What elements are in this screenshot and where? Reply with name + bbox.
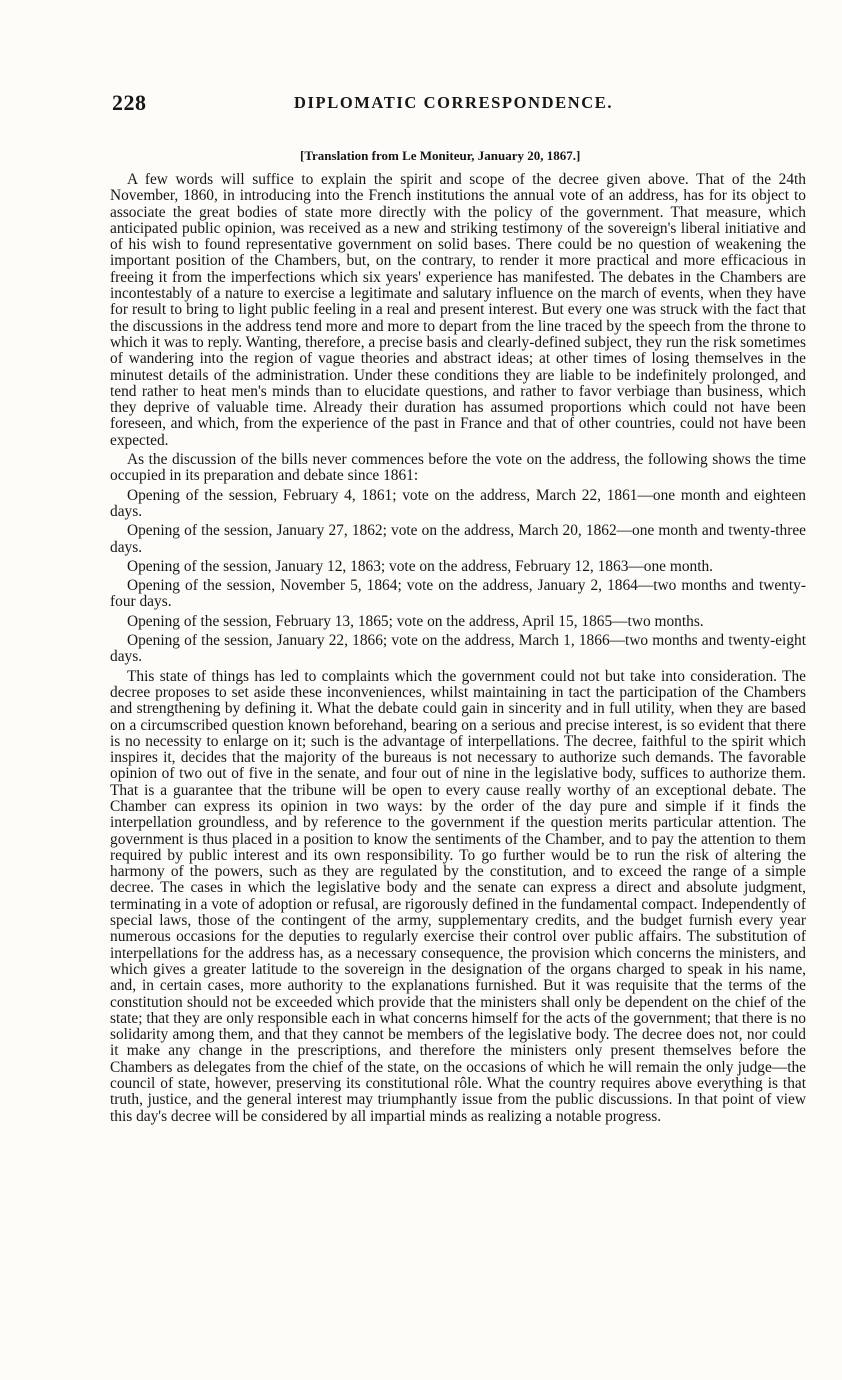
session-entry: Opening of the session, January 22, 1866; vote on the address, March 1, 1866—two months and twenty-eight days. [110,632,806,666]
session-entry: Opening of the session, February 4, 1861; vote on the address, March 22, 1861—one month and eighteen days. [110,486,806,520]
article-body [110,172,806,1125]
paragraph-decree: This state of things has led to complaints which the government could not but take into consideration. The decree proposes to set aside these inconveniences, whilst maintaining in tact the participation of the Chambers and strengthening by defining it. What the debate could gain in sincerity and in full utility, when they are based on a circumscribed question known beforehand, bearing on a serious and precise interest, is so evident that there is no necessity to enlarge on it; such is the advantage of interpellations. The decree, faithful to the spirit which inspires it, decides that the majority of the bureaus is not necessary to authorize such demands. The favorable opinion of two out of five in the senate, and four out of nine in the legislative body, suffices to authorize them. That is a guarantee that the tribune will be open to every cause really worthy of an exceptional debate. The Chamber can express its opinion in two ways: by the order of the day pure and simple if it finds the interpellation groundless, and by reference to the government if the question merits particular attention. The government is thus placed in a position to know the sentiments of the Chamber, and to pay the attention to them required by public interest and its own responsibility. To go further would be to run the risk of altering the harmony of the powers, such as they are regulated by the constitution, and to exceed the range of a simple decree. The cases in which the legislative body and the senate can express a direct and absolute judgment, terminating in a vote of adoption or refusal, are rigorously defined in the fundamental compact. Independently of special laws, those of the contingent of the army, supplementary credits, and the budget furnish every year numerous occasions for the deputies to regularly exercise their control over public affairs. The substitution of interpellations for the address has, as a necessary consequence, the provision which concerns the ministers, and which gives a greater latitude to the sovereign in the designation of the organs charged to speak in his name, and, in certain cases, more authority to the explanations furnished. But it was requisite that the terms of the constitution should not be exceeded which provide that the ministers shall only be dependent on the chief of the state; that they are only responsible each in what concerns himself for the acts of the government; that there is no solidarity among them, and that they cannot be members of the legislative body. The decree does not, nor could it make any change in the prescriptions, and therefore the ministers only present themselves before the Chambers as delegates from the chief of the state, on the occasions of which he will remain the only judge—the council of state, however, preserving its constitutional rôle. What the country requires above everything is that truth, justice, and the general interest may triumphantly issue from the public discussions. In that point of view this day's decree will be considered by all impartial minds as realizing a notable progress. [110,667,806,1125]
session-entry: Opening of the session, November 5, 1864; vote on the address, January 2, 1864—two months and twenty-four days. [110,577,806,611]
session-entry: Opening of the session, January 12, 1863; vote on the address, February 12, 1863—one month. [127,557,714,575]
translation-note: [Translation from Le Moniteur, January 20, 1867.] [300,148,581,163]
session-entry: Opening of the session, January 27, 1862; vote on the address, March 20, 1862—one month and twenty-three days. [110,522,806,556]
page-header [112,90,812,120]
running-head: DIPLOMATIC CORRESPONDENCE. [294,93,614,112]
session-entry: Opening of the session, February 13, 1865; vote on the address, April 15, 1865—two months. [127,612,704,630]
paragraph-session-lead: As the discussion of the bills never commences before the vote on the address, the following shows the time occupied in its preparation and debate since 1861: [110,451,806,485]
paragraph-intro: A few words will suffice to explain the spirit and scope of the decree given above. That of the 24th November, 1860, in introducing into the French institutions the annual vote of an address, has for its object to associate the great bodies of state more directly with the policy of the government. That measure, which anticipated public opinion, was received as a new and striking testimony of the sovereign's liberal initiative and of his wish to found representative government on solid bases. There could be no question of weakening the important position of the Chambers, but, on the contrary, to render it more practical and more efficacious in freeing it from the imperfections which six years' experience has manifested. The debates in the Chambers are incontestably of a nature to exercise a legitimate and salutary influence on the march of events, when they have for result to bring to light public feeling in a real and present interest. But every one was struck with the fact that the discussions in the address tend more and more to depart from the line traced by the speech from the throne to which it was to reply. Wanting, therefore, a precise basis and clearly-defined subject, they run the risk sometimes of wandering into the region of vague theories and abstract ideas; at other times of losing themselves in the minutest details of the administration. Under these conditions they are liable to be indefinitely prolonged, and tend rather to heat men's minds than to elucidate questions, and rather to favor verbiage than business, which they deprive of valuable time. Already their duration has assumed proportions which could not have been foreseen, and which, from the experience of the past in France and that of other countries, could not have been expected. [110,171,806,449]
page-number: 228 [112,90,147,115]
